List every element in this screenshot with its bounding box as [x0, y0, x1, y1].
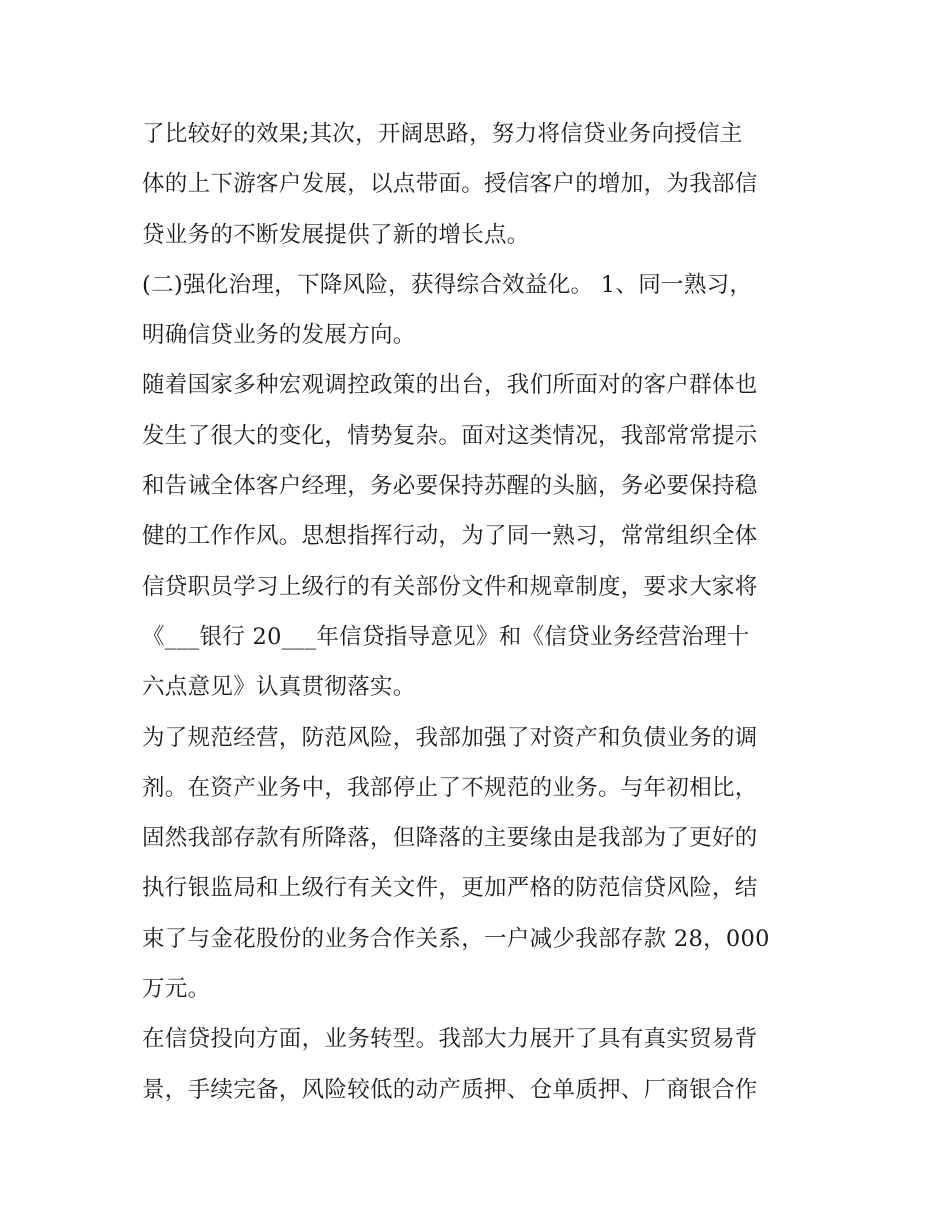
- text-line: 六点意见》认真贯彻落实。: [142, 674, 416, 701]
- text-line: 健的工作作风。思想指挥行动，为了同一熟习，常常组织全体: [142, 523, 758, 550]
- text-line: 万元。: [142, 976, 211, 1003]
- text-line: 贷业务的不断发展提供了新的增长点。: [142, 221, 530, 248]
- text-line: 了比较好的效果;其次，开阔思路，努力将信贷业务向授信主: [142, 121, 743, 147]
- text-line: 束了与金花股份的业务合作关系，一户减少我部存款 28，000: [142, 925, 770, 952]
- text-line: 和告诫全体客户经理，务必要保持苏醒的头脑，务必要保持稳: [142, 473, 758, 500]
- text-line: 为了规范经营，防范风险，我部加强了对资产和负债业务的调: [142, 724, 758, 751]
- text-line: 发生了很大的变化，情势复杂。面对这类情况，我部常常提示: [142, 422, 758, 449]
- text-line: 在信贷投向方面，业务转型。我部大力展开了具有真实贸易背: [142, 1026, 758, 1053]
- text-line: 《___银行 20___年信贷指导意见》和《信贷业务经营治理十: [142, 623, 750, 650]
- section-heading-line: 明确信贷业务的发展方向。: [142, 322, 416, 349]
- text-line: 剂。在资产业务中，我部停止了不规范的业务。与年初相比，: [142, 774, 758, 801]
- text-line: 随着国家多种宏观调控政策的出台，我们所面对的客户群体也: [142, 372, 758, 399]
- text-line: 信贷职员学习上级行的有关部份文件和规章制度，要求大家将: [142, 573, 758, 600]
- text-line: 景，手续完备，风险较低的动产质押、仓单质押、厂商银合作: [142, 1076, 758, 1103]
- text-line: 执行银监局和上级行有关文件，更加严格的防范信贷风险，结: [142, 875, 758, 902]
- section-heading-line: (二)强化治理，下降风险，获得综合效益化。 1、同一熟习，: [142, 271, 753, 298]
- text-line: 固然我部存款有所降落，但降落的主要缘由是我部为了更好的: [142, 825, 758, 852]
- document-body: [142, 113, 822, 1119]
- text-line: 体的上下游客户发展，以点带面。授信客户的增加，为我部信: [142, 171, 758, 198]
